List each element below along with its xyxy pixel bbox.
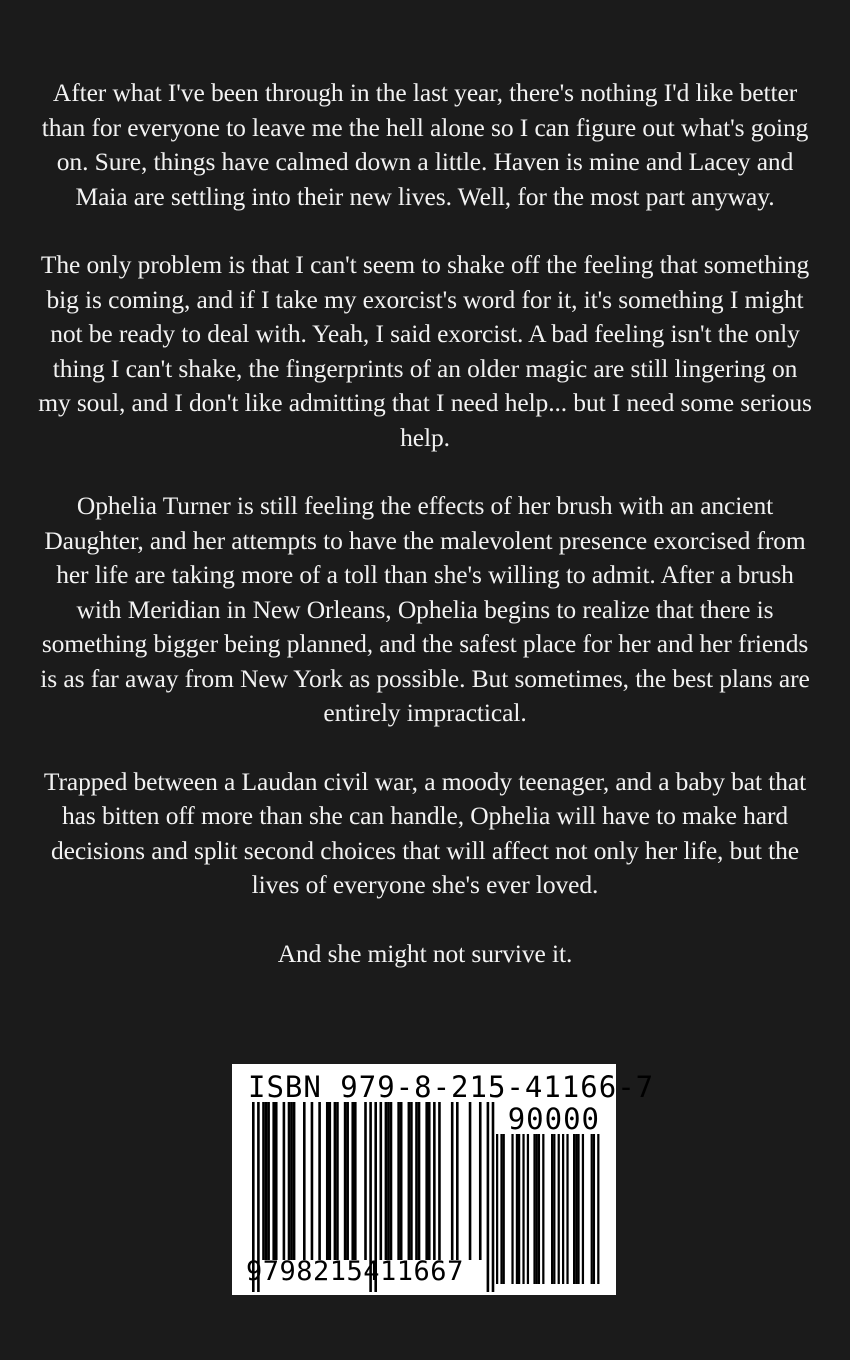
barcode-bar	[425, 1102, 428, 1260]
addon-bar	[533, 1134, 535, 1284]
addon-bar	[511, 1134, 513, 1284]
barcode-bar	[262, 1102, 265, 1260]
addon-bar	[503, 1134, 505, 1284]
barcode-bar	[479, 1102, 482, 1260]
barcode-bar	[275, 1102, 278, 1260]
blurb-tagline: And she might not survive it.	[277, 938, 573, 968]
addon-bar	[566, 1134, 568, 1284]
addon-bar	[597, 1134, 599, 1284]
barcode-bar	[293, 1102, 296, 1260]
back-cover-blurb	[38, 76, 812, 1005]
barcode-bar	[415, 1102, 418, 1260]
blurb-paragraph-2: The only problem is that I can't seem to shake off the feeling that something big is coming, and if I take my exorcist's word for it, it's something I might not be ready to deal with. Yeah, I said exorcist. A bad feeling isn't the only thing I can't shake, the fingerprints of an older magic are still lingering on my soul, and I don't like admitting that I need help... but I need some serious help.	[38, 250, 812, 452]
barcode-bar	[397, 1102, 400, 1260]
addon-bar	[542, 1134, 544, 1284]
barcode-bar	[351, 1102, 354, 1260]
barcode-bar	[418, 1102, 421, 1260]
addon-bar	[575, 1134, 577, 1284]
price-code: 90000	[507, 1102, 600, 1136]
addon-bar	[500, 1134, 502, 1284]
addon-bar	[496, 1134, 498, 1284]
blurb-paragraph-1: After what I've been through in the last year, there's nothing I'd like better than for everyone to leave me the hell alone so I can figure out what's going on. Sure, things have calmed down a little. Haven is mine and Lacey and Maia are settling into their new lives. Well, for the most part anyway.	[41, 78, 809, 211]
addon-bar	[582, 1134, 584, 1284]
barcode-bar	[364, 1102, 367, 1260]
addon-bar	[551, 1134, 553, 1284]
barcode-bar	[346, 1102, 349, 1260]
barcode-bar	[456, 1102, 459, 1260]
barcode-bar	[380, 1102, 383, 1260]
barcode-bar	[492, 1102, 495, 1292]
barcode-bar	[487, 1102, 490, 1292]
barcode-bar	[283, 1102, 286, 1260]
barcode-bar	[433, 1102, 436, 1260]
barcode-bar	[267, 1102, 270, 1260]
barcode-bar	[469, 1102, 472, 1260]
barcode-bar	[410, 1102, 413, 1260]
addon-bar	[593, 1134, 595, 1284]
addon-bar	[553, 1134, 555, 1284]
ean-digits: 9798215411667	[246, 1256, 464, 1287]
barcode-bar	[387, 1102, 390, 1260]
barcode-bar	[428, 1102, 431, 1260]
isbn-barcode	[232, 1064, 655, 1295]
addon-bar	[536, 1134, 538, 1284]
barcode-bar	[385, 1102, 388, 1260]
barcode-bar	[334, 1102, 337, 1260]
barcode-bar	[390, 1102, 393, 1260]
addon-bar	[573, 1134, 575, 1284]
barcode-bar	[290, 1102, 293, 1260]
barcode-bar	[438, 1102, 441, 1260]
addon-bar	[527, 1134, 529, 1284]
barcode-bar	[329, 1102, 332, 1260]
barcode-bar	[354, 1102, 357, 1260]
addon-bar	[562, 1134, 564, 1284]
barcode-bar	[451, 1102, 454, 1260]
barcode-bar	[303, 1102, 306, 1260]
blurb-paragraph-3: Ophelia Turner is still feeling the effects of her brush with an ancient Daughter, and her attempts to have the malevolent presence exorcised from her life are taking more of a toll than she's willing to admit. After a brush with Meridian in New Orleans, Ophelia begins to realize that there is something bigger being planned, and the safest place for her and her friends is as far away from New York as possible. But sometimes, the best plans are entirely impractical.	[40, 491, 810, 727]
addon-bar	[558, 1134, 560, 1284]
barcode-bar	[272, 1102, 275, 1260]
addon-bar	[591, 1134, 593, 1284]
addon-bar	[538, 1134, 540, 1284]
addon-bar	[518, 1134, 520, 1284]
addon-bar	[577, 1134, 579, 1284]
barcode-bar	[408, 1102, 411, 1260]
addon-bar	[516, 1134, 518, 1284]
barcode-bar	[400, 1102, 403, 1260]
barcode-bar	[265, 1102, 268, 1260]
barcode-bar	[288, 1102, 291, 1260]
blurb-paragraph-4: Trapped between a Laudan civil war, a moody teenager, and a baby bat that has bitten off more than she can handle, Ophelia will have to make hard decisions and split second choices that will affect not only her life, but the lives of everyone she's ever loved.	[43, 766, 807, 899]
barcode-bar	[318, 1102, 321, 1260]
barcode-bar	[336, 1102, 339, 1260]
barcode-bar	[344, 1102, 347, 1260]
barcode-bar	[326, 1102, 329, 1260]
isbn-label: ISBN 979-8-215-41166-7	[248, 1070, 655, 1104]
barcode-bar	[311, 1102, 314, 1260]
addon-bar	[522, 1134, 524, 1284]
